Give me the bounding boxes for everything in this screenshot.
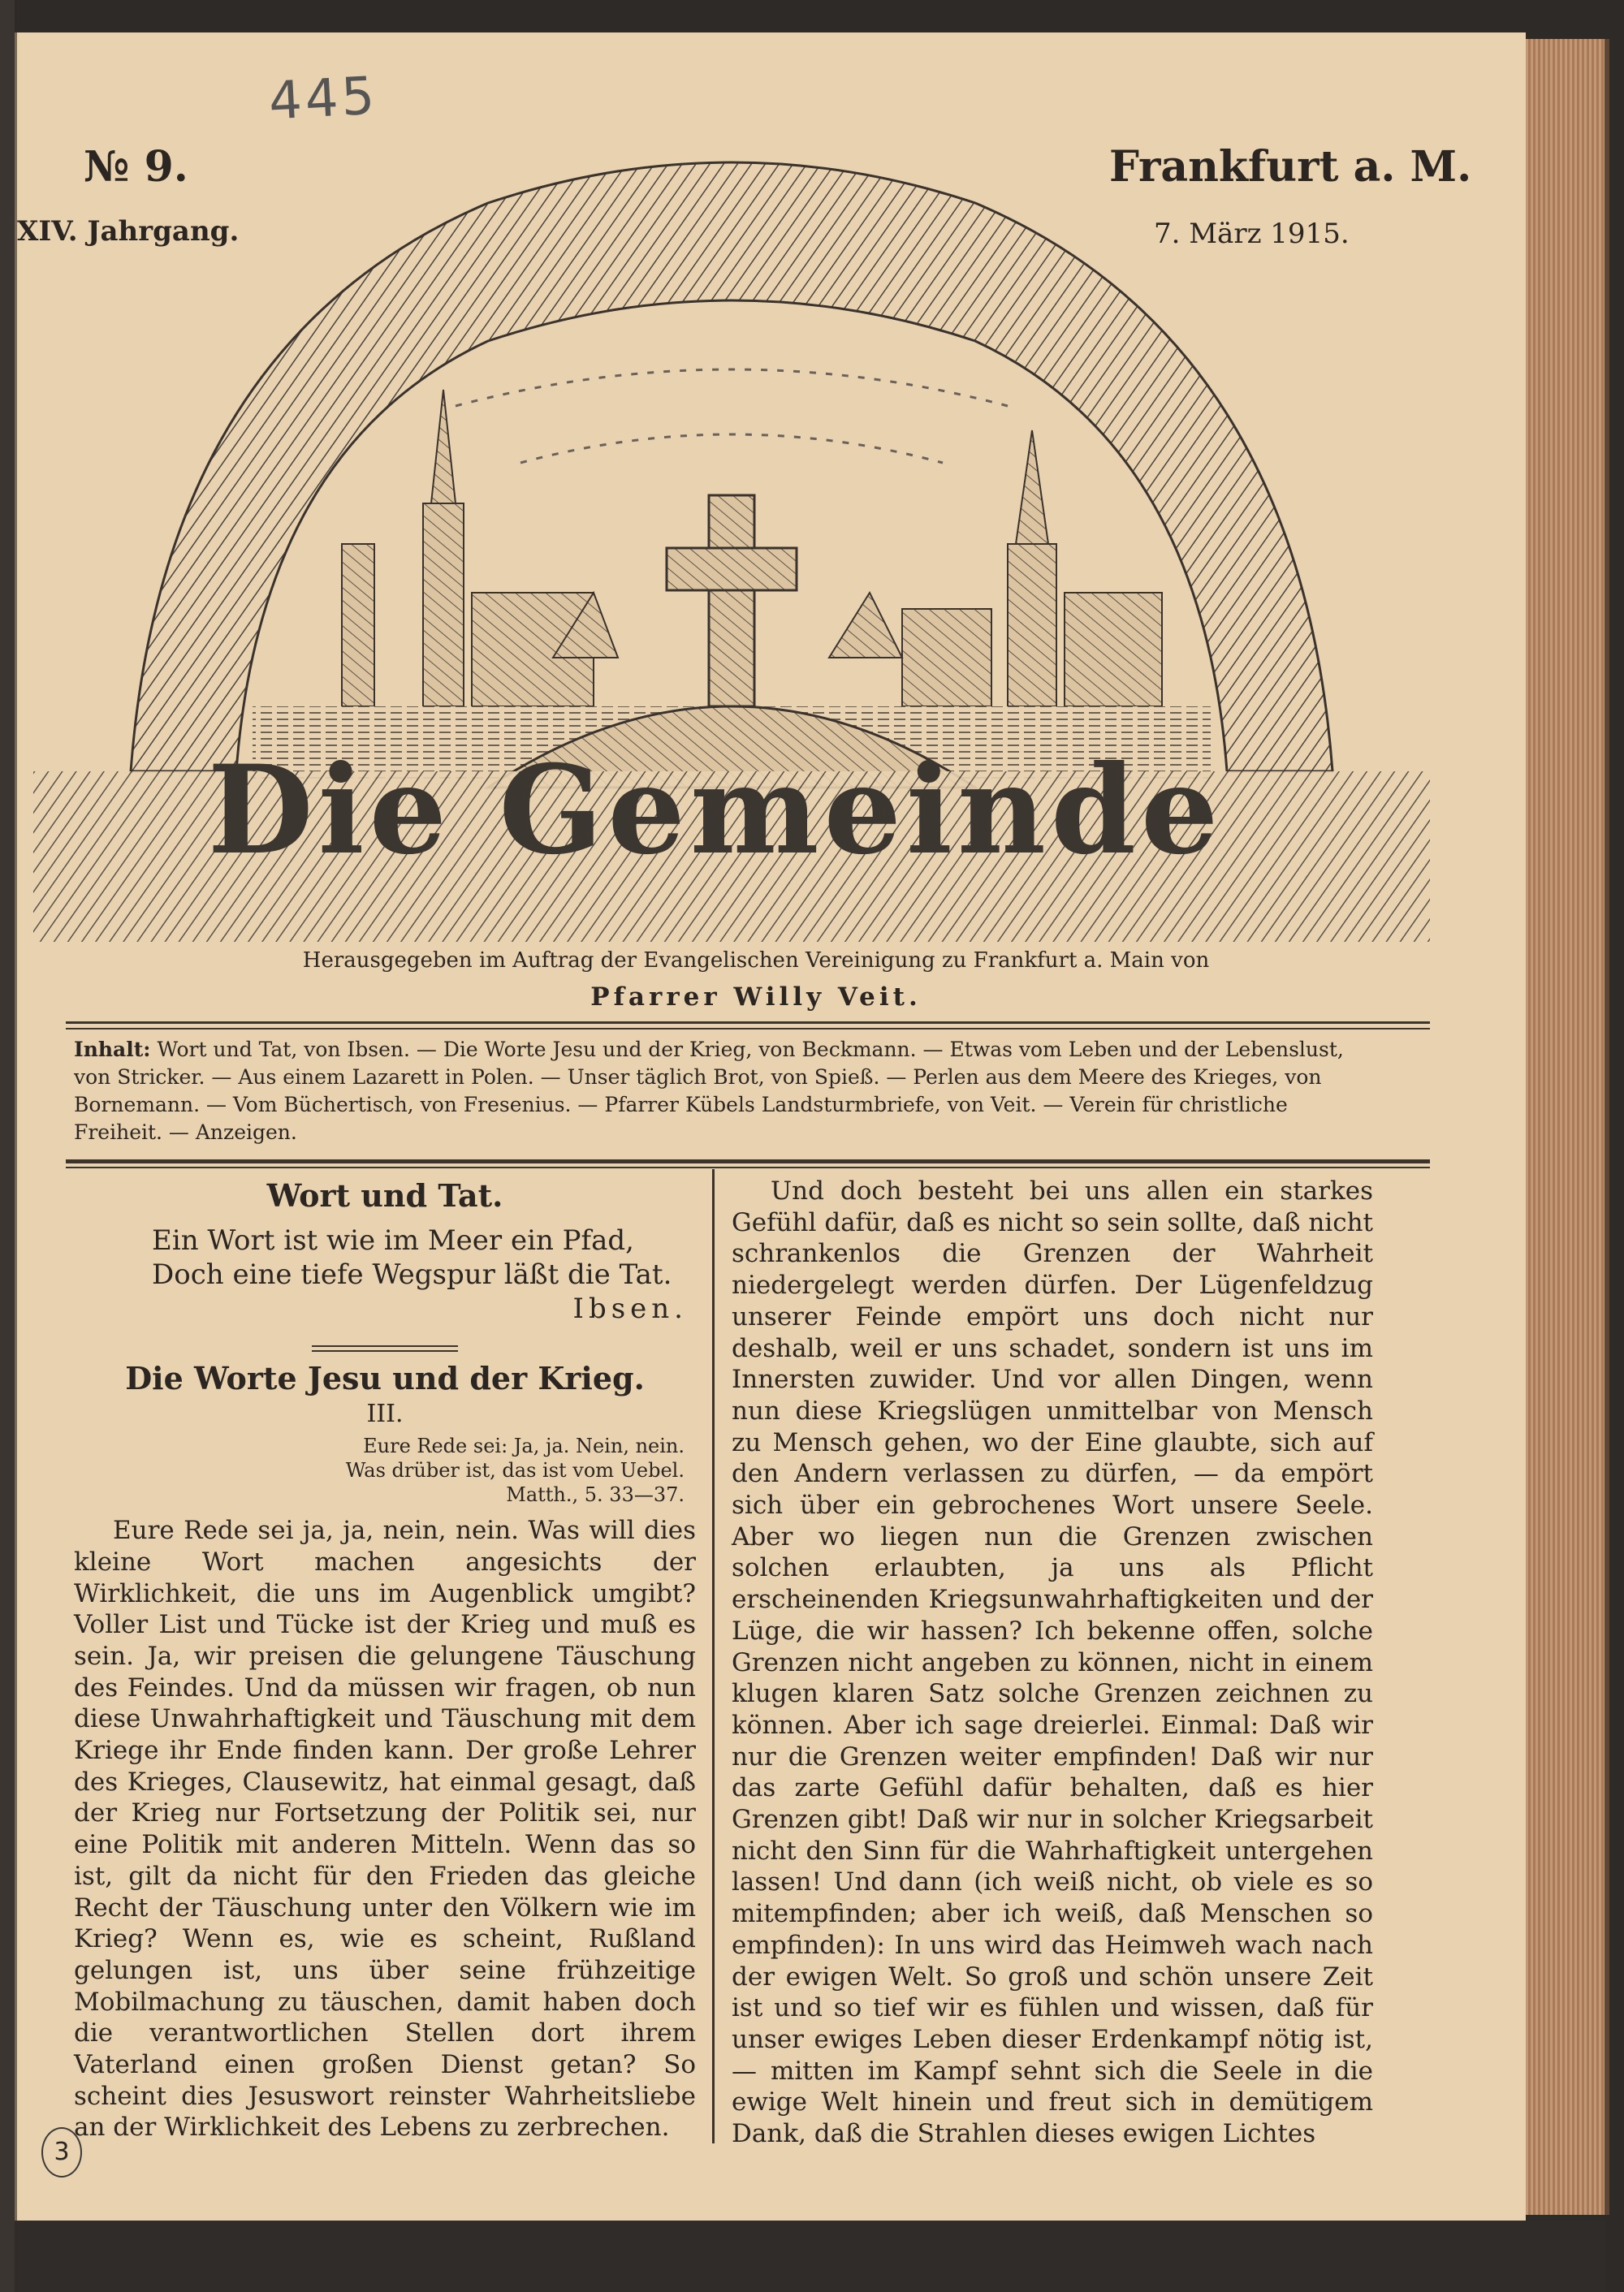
epigraph-line-2: Was drüber ist, das ist vom Uebel. — [345, 1459, 685, 1483]
place-label: Frankfurt a. M. — [1109, 142, 1472, 192]
article1-title: Wort und Tat. — [266, 1177, 503, 1214]
editor-name: Pfarrer Willy Veit. — [590, 982, 922, 1012]
masthead-title: Die Gemeinde — [207, 739, 1224, 882]
issue-number: № 9. — [84, 142, 188, 192]
rule-contents-1 — [66, 1159, 1430, 1163]
article2-title: Die Worte Jesu und der Krieg. — [125, 1359, 645, 1396]
table-of-contents — [74, 1036, 1381, 1146]
left-column — [74, 1176, 696, 2143]
folio-stamp: 3 — [41, 2127, 82, 2178]
volume-label: XIV. Jahrgang. — [17, 215, 240, 248]
column-divider — [712, 1169, 715, 2143]
archive-number-pencil: 445 — [267, 66, 380, 132]
publisher-line: Herausgegeben im Auftrag der Evangelischen Vereinigung zu Frankfurt a. Main von — [302, 948, 1210, 973]
article2-left-body: Eure Rede sei ja, ja, nein, nein. Was will dies kleine Wort machen angesichts der Wirklichkeit, die uns im Augenblick umgibt? Voller List und Tücke ist der Krieg und muß es sein. Ja, wir preisen die gelungene Täuschung des Feindes. Und da müssen wir fragen, ob nun diese Unwahrhaftigkeit und Täuschung mit dem Kriege ihr Ende finden kann. Der große Lehrer des Krieges, Clausewitz, hat einmal gesagt, daß der Krieg nur Fortsetzung der Politik sei, nur eine Politik mit anderen Mitteln. Wenn das so ist, gilt da nicht für den Frieden das gleiche Recht der Täuschung unter den Völkern wie im Krieg? Wenn es, wie es scheint, Rußland gelungen ist, uns über seine frühzeitige Mobilmachung zu täuschen, damit haben doch die verantwortlichen Stellen dort ihrem Vaterland einen großen Dienst getan? So scheint dies Jesuswort reinster Wahrheitsliebe an der Wirklichkeit des Lebens zu zerbrechen. — [74, 1516, 696, 2143]
book-cover-edge — [0, 0, 15, 2292]
poem-line-2: Doch eine tiefe Wegspur läßt die Tat. — [152, 1258, 672, 1291]
epigraph-reference: Matth., 5. 33—37. — [506, 1483, 685, 1507]
rule-top-1 — [66, 1021, 1430, 1024]
book-binding-bottom — [15, 2221, 1606, 2292]
article2-right-body: Und doch besteht bei uns allen ein starkes Gefühl dafür, daß es nicht so sein sollte, daß nicht schrankenlos die Grenzen der Wahrheit niedergelegt werden dürfen. Der Lügenfeldzug unserer Feinde empört uns doch nicht nur deshalb, weil er uns schadet, sondern ist uns im Innersten zuwider. Und vor allen Dingen, wenn nun diese Kriegslügen unmittelbar von Mensch zu Mensch gehen, wo der Eine glaubte, sich auf den Andern verlassen zu dürfen, — da empört sich über ein gebrochenes Wort unsere Seele. Aber wo liegen nun die Grenzen zwischen solchen erlaubten, ja uns als Pflicht erscheinenden Kriegsunwahrhaftigkeiten und der Lüge, die wir hassen? Ich bekenne offen, solche Grenzen nicht angeben zu können, nicht in einem klugen klaren Satz solche Grenzen zeichnen zu können. Aber ich sage dreierlei. Einmal: Daß wir nur die Grenzen weiter empfinden! Daß wir nur das zarte Gefühl dafür behalten, daß es hier Grenzen gibt! Daß wir nur in solcher Kriegsarbeit nicht den Sinn für die Wahrhaftigkeit untergehen lassen! Und dann (ich weiß nicht, ob viele es so mitempfinden; aber ich weiß, daß Menschen so empfinden): In uns wird das Heimweh wach nach der ewigen Welt. So groß und schön unsere Zeit ist und so tief wir es fühlen und wissen, daß für unser ewiges Leben dieser Erdenkampf nötig ist, — mitten im Kampf sehnt sich die Seele in die ewige Welt hinein und freut sich in demütigem Dank, daß die Strahlen dieses ewigen Lichtes — [732, 1176, 1373, 2149]
issue-date: 7. März 1915. — [1154, 218, 1350, 250]
newspaper-page — [15, 32, 1526, 2221]
poem-line-1: Ein Wort ist wie im Meer ein Pfad, — [152, 1224, 634, 1257]
rule-contents-2 — [66, 1167, 1430, 1168]
page-block-edge — [1523, 39, 1609, 2215]
section-rule-1 — [312, 1345, 458, 1347]
rule-top-2 — [66, 1028, 1430, 1029]
article2-part: III. — [366, 1400, 404, 1429]
contents-text: Wort und Tat, von Ibsen. — Die Worte Jesu und der Krieg, von Beckmann. — Etwas vom Leben und der Lebenslust, von Stricker. — Aus einem Lazarett in Polen. — Unser täglich Brot, von Spieß. — Perlen aus dem Meere des Krieges, von Bornemann. — Vom Büchertisch, von Fresenius. — Pfarrer Kübels Landsturmbriefe, von Veit. — Verein für christliche Freiheit. — Anzeigen. — [74, 1038, 1344, 1144]
section-rule-2 — [312, 1350, 458, 1352]
epigraph-line-1: Eure Rede sei: Ja, ja. Nein, nein. — [363, 1435, 685, 1458]
contents-label: Inhalt: — [74, 1038, 151, 1061]
right-column — [732, 1176, 1373, 2150]
poem-author: Ibsen. — [572, 1292, 688, 1325]
